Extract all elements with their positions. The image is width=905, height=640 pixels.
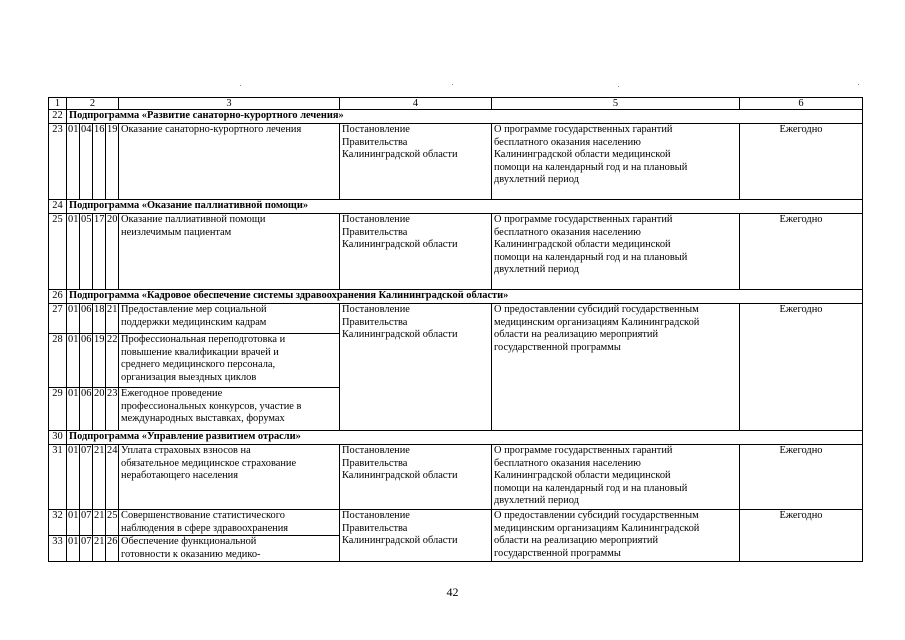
measure-name: Предоставление мер социальной поддержки медицинским кадрам bbox=[119, 304, 340, 334]
document-title: О предоставлении субсидий государственным медицинским организациям Калининградской области на реализацию мероприятий государственной программы bbox=[492, 510, 740, 562]
code-cell: 01 bbox=[67, 388, 80, 431]
code-cell: 23 bbox=[106, 388, 119, 431]
code-cell: 26 bbox=[106, 536, 119, 562]
header-cell: 3 bbox=[119, 98, 340, 110]
document-type: Постановление Правительства Калининградской области bbox=[340, 214, 492, 290]
header-cell: 1 bbox=[49, 98, 67, 110]
row-number: 22 bbox=[49, 110, 67, 124]
row-number: 28 bbox=[49, 334, 67, 388]
header-row bbox=[49, 98, 863, 110]
scan-speck bbox=[858, 84, 859, 85]
code-cell: 01 bbox=[67, 510, 80, 536]
row-number: 32 bbox=[49, 510, 67, 536]
measure-name: Совершенствование статистического наблюдения в сфере здравоохранения bbox=[119, 510, 340, 536]
code-cell: 21 bbox=[93, 536, 106, 562]
document-type: Постановление Правительства Калининградской области bbox=[340, 124, 492, 200]
document-type: Постановление Правительства Калининградской области bbox=[340, 304, 492, 431]
document-title: О предоставлении субсидий государственным медицинским организациям Калининградской области на реализацию мероприятий государственной программы bbox=[492, 304, 740, 431]
header-cell: 4 bbox=[340, 98, 492, 110]
code-cell: 05 bbox=[80, 214, 93, 290]
subprogram-row bbox=[49, 200, 863, 214]
code-cell: 21 bbox=[93, 445, 106, 510]
code-cell: 01 bbox=[67, 304, 80, 334]
code-cell: 01 bbox=[67, 536, 80, 562]
period: Ежегодно bbox=[740, 445, 863, 510]
subprogram-title: Подпрограмма «Управление развитием отрасли» bbox=[67, 431, 863, 445]
header-cell: 6 bbox=[740, 98, 863, 110]
scan-speck bbox=[240, 85, 241, 86]
code-cell: 16 bbox=[93, 124, 106, 200]
table-row bbox=[49, 304, 863, 334]
row-number: 33 bbox=[49, 536, 67, 562]
measure-name: Оказание санаторно-курортного лечения bbox=[119, 124, 340, 200]
period: Ежегодно bbox=[740, 124, 863, 200]
row-number: 23 bbox=[49, 124, 67, 200]
code-cell: 21 bbox=[106, 304, 119, 334]
row-number: 26 bbox=[49, 290, 67, 304]
document-title: О программе государственных гарантий бесплатного оказания населению Калининградской области медицинской помощи на календарный год и на плановый двухлетний период bbox=[492, 445, 740, 510]
code-cell: 20 bbox=[106, 214, 119, 290]
document-type: Постановление Правительства Калининградской области bbox=[340, 510, 492, 562]
document-type: Постановление Правительства Калининградской области bbox=[340, 445, 492, 510]
subprogram-row bbox=[49, 110, 863, 124]
table-row bbox=[49, 214, 863, 290]
code-cell: 18 bbox=[93, 304, 106, 334]
subprogram-title: Подпрограмма «Кадровое обеспечение системы здравоохранения Калининградской области» bbox=[67, 290, 863, 304]
code-cell: 21 bbox=[93, 510, 106, 536]
code-cell: 07 bbox=[80, 536, 93, 562]
measure-name: Обеспечение функциональной готовности к оказанию медико- bbox=[119, 536, 340, 562]
row-number: 30 bbox=[49, 431, 67, 445]
subprogram-title: Подпрограмма «Оказание паллиативной помощи» bbox=[67, 200, 863, 214]
header-cell: 2 bbox=[67, 98, 119, 110]
table-row bbox=[49, 445, 863, 510]
table-row bbox=[49, 124, 863, 200]
subprogram-title: Подпрограмма «Развитие санаторно-курортного лечения» bbox=[67, 110, 863, 124]
code-cell: 24 bbox=[106, 445, 119, 510]
period: Ежегодно bbox=[740, 510, 863, 562]
code-cell: 07 bbox=[80, 510, 93, 536]
code-cell: 01 bbox=[67, 445, 80, 510]
code-cell: 19 bbox=[106, 124, 119, 200]
code-cell: 06 bbox=[80, 334, 93, 388]
row-number: 31 bbox=[49, 445, 67, 510]
code-cell: 07 bbox=[80, 445, 93, 510]
measure-name: Профессиональная переподготовка и повышение квалификации врачей и среднего медицинского персонала, организация выездных циклов bbox=[119, 334, 340, 388]
scan-speck bbox=[618, 86, 619, 87]
document-title: О программе государственных гарантий бесплатного оказания населению Калининградской области медицинской помощи на календарный год и на плановый двухлетний период bbox=[492, 214, 740, 290]
row-number: 24 bbox=[49, 200, 67, 214]
code-cell: 17 bbox=[93, 214, 106, 290]
subprogram-row bbox=[49, 290, 863, 304]
code-cell: 06 bbox=[80, 304, 93, 334]
scan-speck bbox=[452, 84, 453, 85]
code-cell: 20 bbox=[93, 388, 106, 431]
measure-name: Ежегодное проведение профессиональных конкурсов, участие в международных выставках, форумах bbox=[119, 388, 340, 431]
code-cell: 22 bbox=[106, 334, 119, 388]
row-number: 25 bbox=[49, 214, 67, 290]
period: Ежегодно bbox=[740, 214, 863, 290]
code-cell: 06 bbox=[80, 388, 93, 431]
code-cell: 01 bbox=[67, 124, 80, 200]
row-number: 29 bbox=[49, 388, 67, 431]
measure-name: Уплата страховых взносов на обязательное медицинское страхование неработающего населения bbox=[119, 445, 340, 510]
document-title: О программе государственных гарантий бесплатного оказания населению Калининградской области медицинской помощи на календарный год и на плановый двухлетний период bbox=[492, 124, 740, 200]
row-number: 27 bbox=[49, 304, 67, 334]
page-number: 42 bbox=[446, 585, 459, 599]
code-cell: 25 bbox=[106, 510, 119, 536]
measure-name: Оказание паллиативной помощи неизлечимым пациентам bbox=[119, 214, 340, 290]
code-cell: 19 bbox=[93, 334, 106, 388]
subprogram-row bbox=[49, 431, 863, 445]
code-cell: 01 bbox=[67, 214, 80, 290]
document-table bbox=[48, 97, 863, 562]
table-row bbox=[49, 510, 863, 536]
header-cell: 5 bbox=[492, 98, 740, 110]
code-cell: 01 bbox=[67, 334, 80, 388]
period: Ежегодно bbox=[740, 304, 863, 431]
code-cell: 04 bbox=[80, 124, 93, 200]
